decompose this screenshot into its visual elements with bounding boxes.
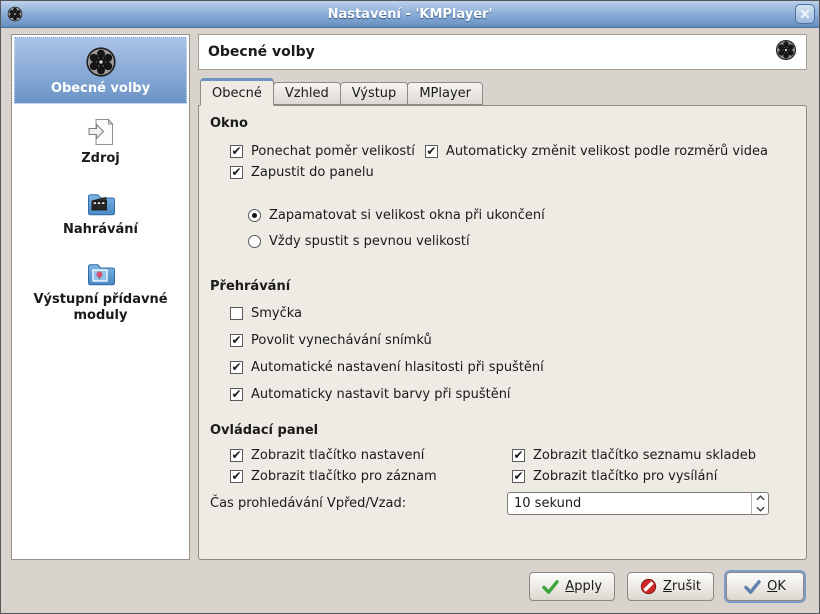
checkbox-label: Ponechat poměr velikostí	[251, 144, 415, 159]
checkbox-frame-drop[interactable]	[230, 333, 795, 348]
kmplayer-reel-icon[interactable]	[7, 6, 23, 22]
sidebar-item-label: Nahrávání	[62, 221, 139, 237]
check-icon	[542, 579, 559, 594]
checkbox-box	[425, 145, 438, 158]
checkbox-box	[512, 470, 525, 483]
tab-vystup[interactable]	[340, 82, 409, 105]
main-area	[198, 34, 807, 560]
kmplayer-reel-icon	[85, 45, 117, 79]
group-title-playback: Přehrávání	[210, 279, 291, 294]
checkbox-label: Automatické nastavení hlasitosti při spuštění	[251, 360, 544, 375]
kmplayer-reel-icon	[775, 39, 797, 65]
checkbox-show-broadcast-button[interactable]	[512, 469, 795, 484]
tab-label: Výstup	[351, 86, 397, 101]
tab-panel-general	[198, 105, 807, 560]
checkbox-auto-resize[interactable]	[425, 144, 768, 159]
checkbox-box	[230, 470, 243, 483]
tab-label: Vzhled	[284, 86, 329, 101]
radio-label: Vždy spustit s pevnou velikostí	[269, 234, 470, 249]
close-button[interactable]	[795, 4, 815, 24]
sidebar-item-label: Zdroj	[81, 151, 120, 167]
dialog-body	[1, 28, 819, 560]
checkbox-loop[interactable]	[230, 306, 795, 321]
checkbox-auto-colors[interactable]	[230, 387, 795, 402]
checkbox-label: Zobrazit tlačítko pro záznam	[251, 469, 437, 484]
check-icon	[744, 579, 761, 594]
checkbox-keep-aspect[interactable]	[230, 144, 415, 159]
dialog-footer	[1, 560, 819, 613]
sidebar-item-recording[interactable]	[14, 178, 187, 245]
recording-folder-icon	[85, 186, 117, 220]
checkbox-label: Povolit vynechávání snímků	[251, 333, 432, 348]
checkbox-show-record-button[interactable]	[230, 469, 512, 484]
chevron-down-icon	[756, 506, 765, 512]
checkbox-label: Zobrazit tlačítko nastavení	[251, 448, 425, 463]
radio-button	[248, 209, 261, 222]
spinbox-value[interactable]: 10 sekund	[514, 496, 582, 511]
output-plugins-folder-icon	[85, 256, 117, 290]
radio-fixed-size[interactable]	[248, 234, 795, 249]
checkbox-label: Zapustit do panelu	[251, 165, 374, 180]
checkbox-auto-volume[interactable]	[230, 360, 795, 375]
page-title: Obecné volby	[208, 44, 315, 60]
checkbox-box	[230, 449, 243, 462]
tab-obecne[interactable]	[200, 78, 274, 106]
tab-mplayer[interactable]	[407, 82, 483, 105]
control-panel-options	[230, 448, 795, 484]
chevron-up-icon	[756, 495, 765, 501]
radio-label: Zapamatovat si velikost okna při ukončení	[269, 208, 545, 223]
sidebar-item-label: Výstupní přídavné moduly	[33, 291, 168, 323]
checkbox-box	[230, 307, 243, 320]
ok-button[interactable]	[726, 572, 804, 601]
checkbox-box	[230, 388, 243, 401]
tab-vzhled[interactable]	[273, 82, 341, 105]
spinbox-buttons	[751, 493, 768, 514]
cancel-icon	[640, 578, 657, 595]
radio-remember-window-size[interactable]	[248, 208, 795, 223]
seek-time-label: Čas prohledávání Vpřed/Vzad:	[210, 496, 407, 511]
tab-label: MPlayer	[419, 86, 471, 101]
radio-button	[248, 235, 261, 248]
group-title-control-panel: Ovládací panel	[210, 423, 319, 438]
sidebar-item-source[interactable]	[14, 107, 187, 174]
titlebar[interactable]	[1, 1, 819, 28]
spin-down-button[interactable]	[752, 504, 768, 515]
seek-time-row	[210, 492, 795, 515]
checkbox-box	[512, 449, 525, 462]
tab-label: Obecné	[212, 85, 262, 101]
checkbox-label: Zobrazit tlačítko seznamu skladeb	[533, 448, 756, 463]
checkbox-label: Automaticky nastavit barvy při spuštění	[251, 387, 511, 402]
category-sidebar	[11, 34, 190, 560]
window-title: Nastavení - 'KMPlayer'	[327, 6, 493, 22]
seek-time-spinbox[interactable]	[507, 492, 769, 515]
checkbox-label: Smyčka	[251, 306, 303, 321]
checkbox-show-playlist-button[interactable]	[512, 448, 795, 463]
apply-button[interactable]	[529, 572, 615, 601]
close-icon	[798, 7, 812, 21]
cancel-button-label: Zrušit	[663, 579, 701, 594]
ok-button-label: OK	[767, 579, 786, 594]
sidebar-item-general-options[interactable]	[14, 37, 187, 104]
checkbox-box	[230, 145, 243, 158]
group-title-window: Okno	[210, 116, 248, 131]
checkbox-box	[230, 334, 243, 347]
checkbox-dock-in-panel[interactable]	[230, 165, 795, 180]
sidebar-item-label: Obecné volby	[50, 81, 151, 96]
checkbox-label: Zobrazit tlačítko pro vysílání	[533, 469, 718, 484]
cancel-button[interactable]	[627, 572, 714, 601]
apply-button-label: Apply	[565, 579, 603, 594]
checkbox-show-config-button[interactable]	[230, 448, 512, 463]
sidebar-item-output-plugins[interactable]	[14, 248, 187, 332]
tab-bar	[198, 78, 807, 105]
source-document-icon	[85, 115, 117, 149]
checkbox-label: Automaticky změnit velikost podle rozměrů videa	[445, 144, 768, 159]
checkbox-box	[230, 166, 243, 179]
page-header	[198, 34, 807, 70]
spin-up-button[interactable]	[752, 493, 768, 504]
checkbox-box	[230, 361, 243, 374]
